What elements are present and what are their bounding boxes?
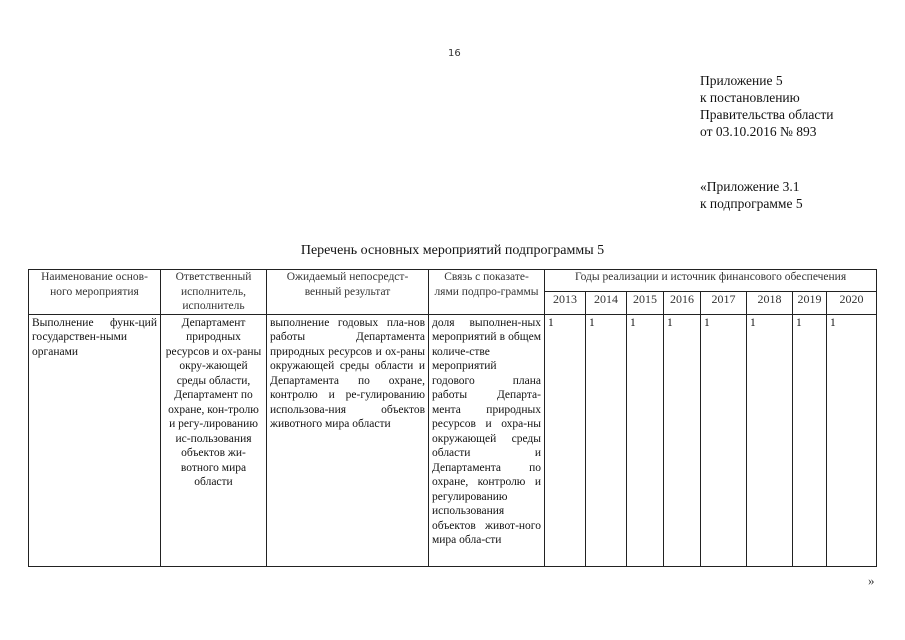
measure-name-cell: Выполнение функ-ций государствен-ными органами — [29, 314, 161, 566]
year-header: 2019 — [793, 292, 827, 314]
year-header: 2018 — [747, 292, 793, 314]
year-header: 2017 — [701, 292, 747, 314]
appendix-line: Приложение 5 — [700, 73, 783, 88]
year-header: 2014 — [586, 292, 627, 314]
year-value-cell: 1 — [664, 314, 701, 566]
year-header: 2013 — [545, 292, 586, 314]
year-value-cell: 1 — [747, 314, 793, 566]
result-cell: выполнение годовых пла-нов работы Департамента природных ресурсов и ох-раны окружающей среды области и Департамента по охране, контролю и ре-гулированию использова-ния объектов животного мира области — [267, 314, 429, 566]
table-header-row — [29, 270, 877, 292]
table-row — [29, 314, 877, 566]
year-value-cell: 1 — [627, 314, 664, 566]
header-result: Ожидаемый непосредст-венный результат — [267, 270, 429, 315]
year-header: 2016 — [664, 292, 701, 314]
indicator-link-cell: доля выполнен-ных мероприятий в общем количе-стве мероприятий годового плана работы Департа-мента природных ресурсов и охра-ны окружающей среды области и Департамента по охране, контролю и регулированию использования объектов живот-ного мира обла-сти — [429, 314, 545, 566]
closing-quote: » — [868, 573, 875, 588]
year-value-cell: 1 — [586, 314, 627, 566]
header-years-group: Годы реализации и источник финансового обеспечения — [545, 270, 877, 292]
appendix-line: от 03.10.2016 № 893 — [700, 124, 817, 139]
executor-cell: Департамент природных ресурсов и ох-раны окру-жающей среды области, Департамент по охране, кон-тролю и регу-лированию ис-пользования объектов жи-вотного мира области — [161, 314, 267, 566]
inner-appendix-block — [700, 178, 803, 212]
header-link: Связь с показате-лями подпро-граммы — [429, 270, 545, 315]
year-value-cell: 1 — [545, 314, 586, 566]
inner-appendix-line: к подпрограмме 5 — [700, 196, 803, 211]
year-value-cell: 1 — [701, 314, 747, 566]
inner-appendix-line: «Приложение 3.1 — [700, 179, 800, 194]
year-value-cell: 1 — [827, 314, 877, 566]
document-title: Перечень основных мероприятий подпрограммы 5 — [300, 243, 605, 258]
header-executor: Ответственный исполнитель, исполнитель — [161, 270, 267, 315]
year-header: 2020 — [827, 292, 877, 314]
year-header: 2015 — [627, 292, 664, 314]
appendix-line: к постановлению — [700, 90, 800, 105]
appendix-line: Правительства области — [700, 107, 834, 122]
measures-table — [28, 269, 877, 567]
year-value-cell: 1 — [793, 314, 827, 566]
header-name: Наименование основ-ного мероприятия — [29, 270, 161, 315]
appendix-block — [700, 72, 833, 140]
page-number: 16 — [448, 48, 461, 59]
